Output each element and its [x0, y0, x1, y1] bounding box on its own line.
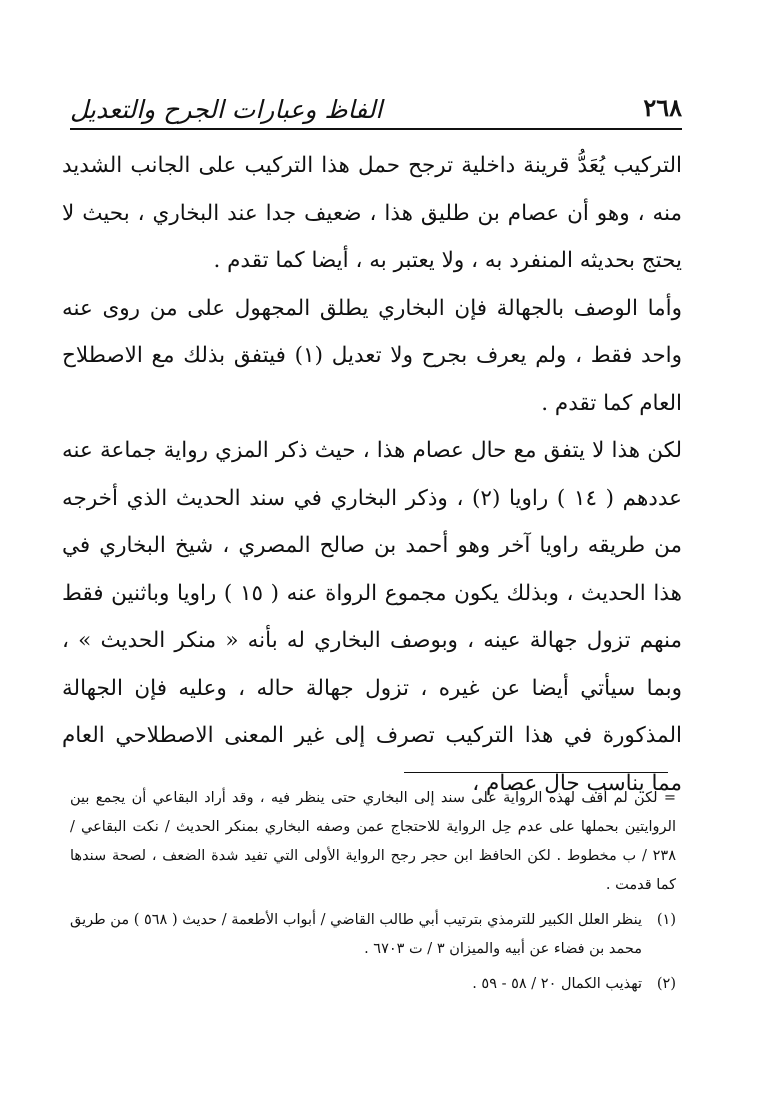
footnote-text: ينظر العلل الكبير للترمذي بترتيب أبي طالب القاضي / أبواب الأطعمة / حديث ( ٥٦٨ ) من طريق محمد بن فضاء عن أبيه والميزان ٣ / ت ٦٧٠٣ .	[70, 912, 642, 957]
page-number: ٢٦٨	[643, 93, 682, 122]
paragraph: وأما الوصف بالجهالة فإن البخاري يطلق المجهول على من روى عنه واحد فقط ، ولم يعرف بجرح ولا تعديل (١) فيتفق بذلك مع الاصطلاح العام كما تقدم .	[62, 295, 682, 416]
main-text	[62, 142, 682, 807]
footnote-text: تهذيب الكمال ٢٠ / ٥٨ - ٥٩ .	[472, 976, 642, 992]
page-header	[70, 88, 682, 126]
footnote-marker: (١)	[656, 912, 676, 928]
footnotes	[70, 784, 676, 1005]
running-title: الفاظ وعبارات الجرح والتعديل	[70, 95, 383, 124]
paragraph: التركيب يُعَدُّ قرينة داخلية ترجح حمل هذا التركيب على الجانب الشديد منه ، وهو أن عصام بن طليق هذا ، ضعيف جدا عند البخاري ، بحيث لا يحتج بحديثه المنفرد به ، ولا يعتبر به ، أيضا كما تقدم .	[62, 153, 682, 273]
footnote-separator	[404, 772, 668, 773]
footnote-marker: (٢)	[656, 976, 676, 992]
header-rule	[70, 128, 682, 130]
footnote-continuation: = لكن لم أقف لهذه الرواية على سند إلى البخاري حتى ينظر فيه ، وقد أراد البقاعي أن يجمع بين الروايتين بحملها على عدم حِل الرواية للاحتجاج عمن وصفه البخاري بمنكر الحديث / نكت البقاعي / ٢٣٨ / ب مخطوط . لكن الحافظ ابن حجر رجح الرواية الأولى التي تفيد شدة الضعف ، لصحة سندها كما قدمت .	[70, 790, 676, 893]
footnote-item	[70, 906, 676, 964]
footnote-item	[70, 970, 676, 999]
paragraph: لكن هذا لا يتفق مع حال عصام هذا ، حيث ذكر المزي رواية جماعة عنه عددهم ( ١٤ ) راويا (٢) ، وذكر البخاري في سند الحديث الذي أخرجه من طريقه راويا آخر وهو أحمد بن صالح المصري ، شيخ البخاري في هذا الحديث ، وبذلك يكون مجموع الرواة عنه ( ١٥ ) راويا وباثنين فقط منهم تزول جهالة عينه ، وبوصف البخاري له بأنه « منكر الحديث » ، وبما سيأتي أيضا عن غيره ، تزول جهالة حاله ، وعليه فإن الجهالة المذكورة في هذا التركيب تصرف إلى غير المعنى الاصطلاحي العام مما يناسب حال عصام ،	[62, 438, 682, 796]
